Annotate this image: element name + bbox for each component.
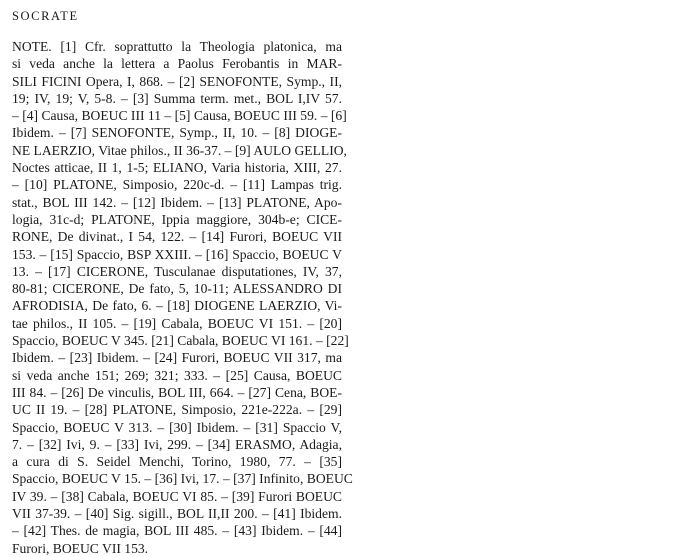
notes-line: a cura di S. Seidel Menchi, Torino, 1980, 77. – [35] xyxy=(12,454,342,470)
notes-line: 80-81; CICERONE, De fato, 5, 10-11; ALESSANDRO DI xyxy=(12,281,342,297)
notes-line: stat., BOL III 142. – [12] Ibidem. – [13] PLATONE, Apo- xyxy=(12,194,342,210)
notes-line: UC II 19. – [28] PLATONE, Simposio, 221e-222a. – [29] xyxy=(12,402,342,418)
notes-line: Noctes atticae, II 1, 1-5; ELIANO, Varia historia, XIII, 27. xyxy=(12,160,342,176)
notes-line: – [10] PLATONE, Simposio, 220c-d. – [11] Lampas trig. xyxy=(12,177,342,193)
notes-line: Spaccio, BOEUC V 313. – [30] Ibidem. – [31] Spaccio V, xyxy=(12,419,342,435)
notes-line: Furori, BOEUC VII 153. xyxy=(12,540,149,556)
notes-line: 153. – [15] Spaccio, BSP XXIII. – [16] Spaccio, BOEUC V xyxy=(12,246,342,262)
notes-line: si veda anche la lettera a Paolus Ferobantis in MAR- xyxy=(12,56,342,72)
notes-line: tae philos., II 105. – [19] Cabala, BOEUC VI 151. – [20] xyxy=(12,315,342,331)
notes-line: 13. – [17] CICERONE, Tusculanae disputationes, IV, 37, xyxy=(12,263,342,279)
notes-line: AFRODISIA, De fato, 6. – [18] DIOGENE LAERZIO, Vi- xyxy=(12,298,342,314)
notes-line: NE LAERZIO, Vitae philos., II 36-37. – [9] AULO GELLIO, xyxy=(12,142,347,158)
notes-line: RONE, De divinat., I 54, 122. – [14] Furori, BOEUC VII xyxy=(12,229,342,245)
running-head: SOCRATE xyxy=(12,9,79,23)
notes-line: – [4] Causa, BOEUC III 11 – [5] Causa, BOEUC III 59. – [6] xyxy=(12,108,347,124)
page xyxy=(12,8,353,557)
notes-block xyxy=(12,38,353,557)
notes-line: 19; IV, 19; V, 5-8. – [3] Summa term. met., BOL I,IV 57. xyxy=(12,90,342,106)
notes-line: SILI FICINI Opera, I, 868. – [2] SENOFONTE, Symp., II, xyxy=(12,73,342,89)
notes-line: VII 37-39. – [40] Sig. sigill., BOL II,II 200. – [41] Ibidem. xyxy=(12,506,342,522)
notes-line: Ibidem. – [23] Ibidem. – [24] Furori, BOEUC VII 317, ma xyxy=(12,350,342,366)
notes-line: si veda anche 151; 269; 321; 333. – [25] Causa, BOEUC xyxy=(12,367,342,383)
notes-line: NOTE. [1] Cfr. soprattutto la Theologia platonica, ma xyxy=(12,39,342,54)
notes-line: – [42] Thes. de magia, BOL III 485. – [43] Ibidem. – [44] xyxy=(12,523,342,539)
notes-line: 7. – [32] Ivi, 9. – [33] Ivi, 299. – [34] ERASMO, Adagia, xyxy=(12,436,342,452)
notes-line: logia, 31c-d; PLATONE, Ippia maggiore, 304b-e; CICE- xyxy=(12,211,342,227)
notes-line: Spaccio, BOEUC V 345. [21] Cabala, BOEUC VI 161. – [22] xyxy=(12,333,349,349)
notes-line: IV 39. – [38] Cabala, BOEUC VI 85. – [39] Furori BOEUC xyxy=(12,488,342,504)
notes-line: Spaccio, BOEUC V 15. – [36] Ivi, 17. – [37] Infinito, BOEUC xyxy=(12,471,353,487)
notes-line: Ibidem. – [7] SENOFONTE, Symp., II, 10. – [8] DIOGE- xyxy=(12,125,342,141)
notes-line: III 84. – [26] De vinculis, BOL III, 664. – [27] Cena, BOE- xyxy=(12,384,342,400)
